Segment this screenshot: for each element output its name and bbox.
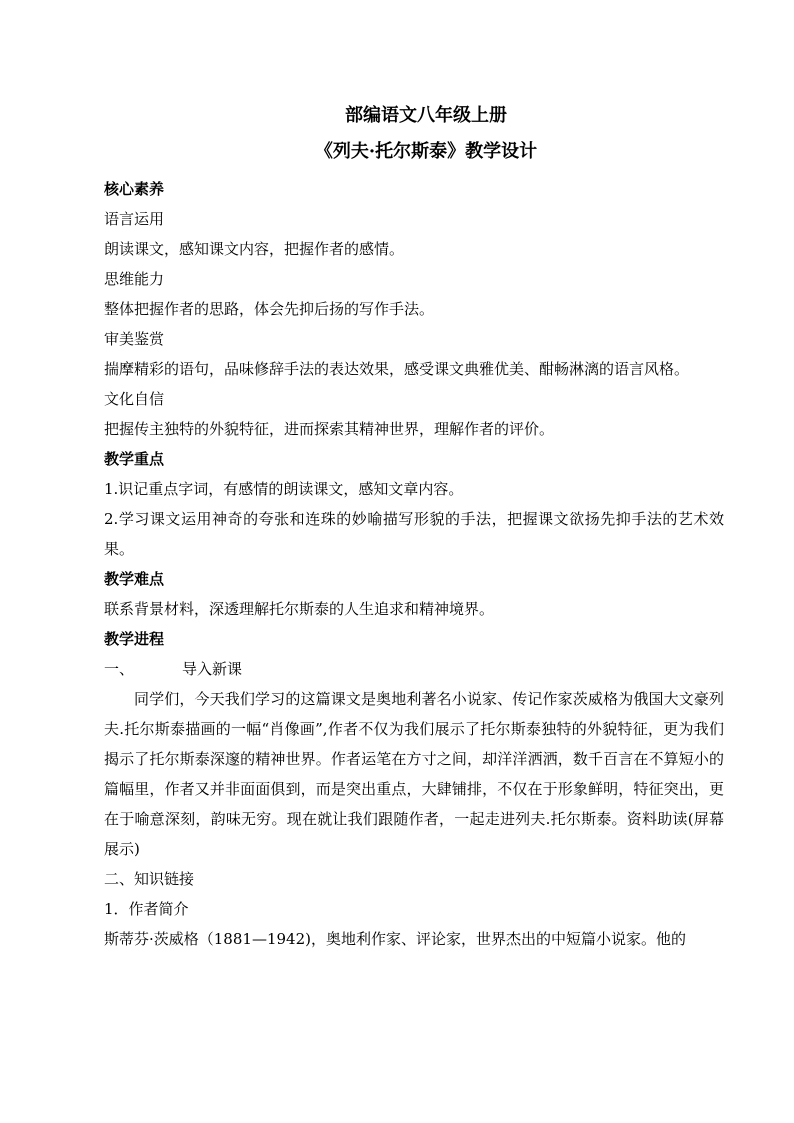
document-subtitle: 《列夫·托尔斯泰》教学设计 — [314, 141, 538, 162]
literacy-text-thinking: 整体把握作者的思路，体会先抑后扬的写作手法。 — [104, 300, 435, 318]
key-point-item: 1.识记重点字词，有感情的朗读课文，感知文章内容。 — [104, 480, 464, 498]
core-literacy-heading: 核心素养 — [104, 180, 165, 198]
literacy-label-aesthetics: 审美鉴赏 — [104, 330, 165, 348]
author-intro-text: 斯蒂芬·茨威格（1881—1942)，奥地利作家、评论家，世界杰出的中短篇小说家。他的 — [104, 930, 686, 948]
literacy-label-culture: 文化自信 — [104, 390, 165, 408]
difficulties-text: 联系背景材料，深透理解托尔斯泰的人生追求和精神境界。 — [104, 600, 495, 618]
key-points-heading: 教学重点 — [104, 450, 165, 468]
literacy-label-language: 语言运用 — [104, 210, 165, 228]
process-step-2: 二、知识链接 — [104, 870, 195, 888]
literacy-text-language: 朗读课文，感知课文内容，把握作者的感情。 — [104, 240, 405, 258]
document-page — [104, 98, 724, 954]
document-title: 部编语文八年级上册 — [345, 105, 507, 126]
process-heading: 教学进程 — [104, 630, 165, 648]
literacy-text-aesthetics: 揣摩精彩的语句，品味修辞手法的表达效果，感受课文典雅优美、酣畅淋漓的语言风格。 — [104, 360, 690, 378]
process-step-1 — [104, 654, 724, 684]
literacy-text-culture: 把握传主独特的外貌特征，进而探索其精神世界，理解作者的评价。 — [104, 420, 555, 438]
intro-paragraph: 同学们，今天我们学习的这篇课文是奥地利著名小说家、传记作家茨威格为俄国大文豪列夫.托尔斯泰描画的一幅“肖像画”,作者不仅为我们展示了托尔斯泰独特的外貌特征，更为我们揭示了托尔斯泰深邃的精神世界。作者运笔在方寸之间，却洋洋洒洒，数千百言在不算短小的篇幅里，作者又并非面面俱到，而是突出重点，大肆铺排，不仅在于形象鲜明，特征突出，更在于喻意深刻，韵味无穷。现在就让我们跟随作者，一起走进列夫.托尔斯泰。资料助读(屏幕展示) — [104, 690, 724, 858]
author-intro-heading: 1．作者简介 — [104, 900, 189, 918]
step-title: 导入新课 — [182, 660, 243, 678]
key-point-item: 2.学习课文运用神奇的夸张和连珠的妙喻描写形貌的手法，把握课文欲扬先抑手法的艺术效果。 — [104, 510, 724, 558]
difficulties-heading: 教学难点 — [104, 570, 165, 588]
step-number: 一、 — [104, 660, 135, 678]
literacy-label-thinking: 思维能力 — [104, 270, 165, 288]
